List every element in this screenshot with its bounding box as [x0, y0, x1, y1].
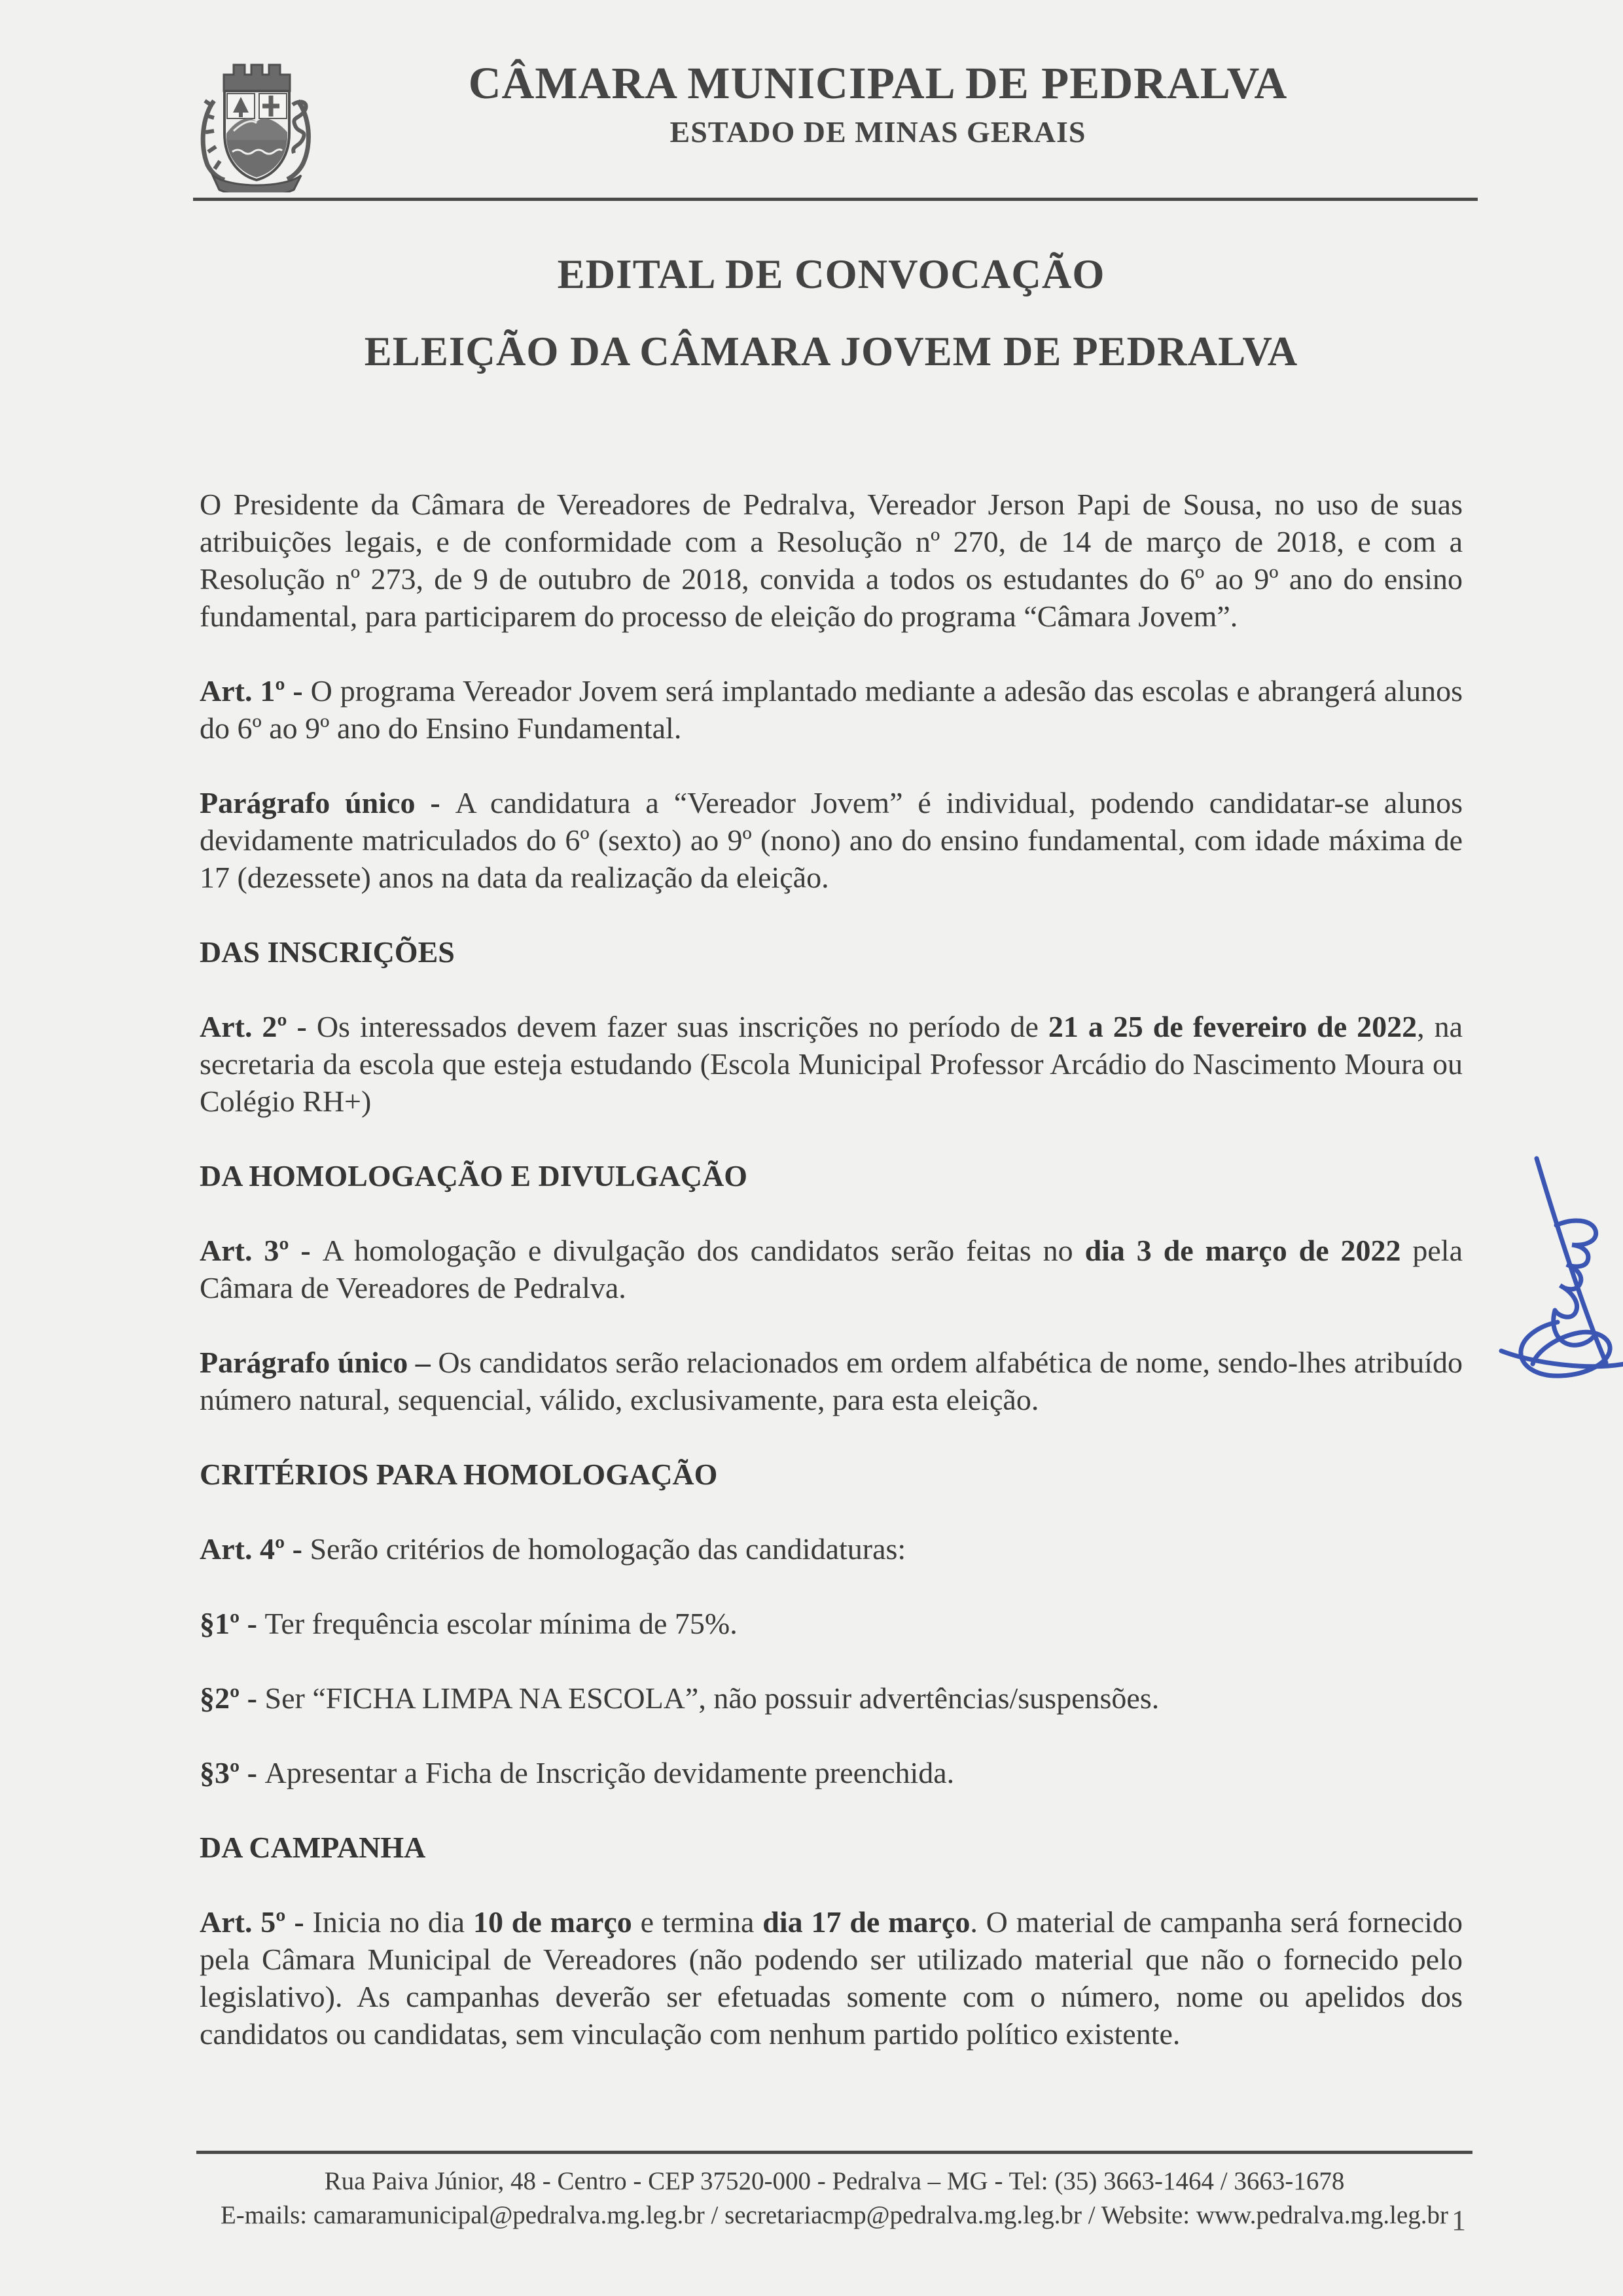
- document-header: [193, 0, 1478, 201]
- org-name: CÂMARA MUNICIPAL DE PEDRALVA: [468, 58, 1288, 108]
- section-heading: DAS INSCRIÇÕES: [200, 935, 455, 969]
- org-subtitle: ESTADO DE MINAS GERAIS: [669, 115, 1086, 149]
- paragraph: Art. 1º - O programa Vereador Jovem será implantado mediante a adesão das escolas e abrangerá alunos do 6º ao 9º ano do Ensino Fundamental.: [200, 674, 1463, 745]
- paragraph: Art. 3º - A homologação e divulgação dos candidatos serão feitas no dia 3 de março de 2022 pela Câmara de Vereadores de Pedralva.: [200, 1234, 1463, 1304]
- paragraph: Art. 4º - Serão critérios de homologação das candidaturas:: [200, 1532, 906, 1566]
- paragraph: O Presidente da Câmara de Vereadores de Pedralva, Vereador Jerson Papi de Sousa, no uso de suas atribuições legais, e de conformidade com a Resolução nº 270, de 14 de março de 2018, e com a Resolução nº 273, de 9 de outubro de 2018, convida a todos os estudantes do 6º ao 9º ano do ensino fundamental, para participarem do processo de eleição do programa “Câmara Jovem”.: [200, 488, 1463, 633]
- document-subtitle: ELEIÇÃO DA CÂMARA JOVEM DE PEDRALVA: [364, 329, 1298, 374]
- paragraph: Parágrafo único – Os candidatos serão relacionados em ordem alfabética de nome, sendo-lhes atribuído número natural, sequencial, válido, exclusivamente, para esta eleição.: [200, 1346, 1463, 1416]
- paragraph: Art. 2º - Os interessados devem fazer suas inscrições no período de 21 a 25 de fevereiro de 2022, na secretaria da escola que esteja estudando (Escola Municipal Professor Arcádio do Nascimento Moura ou Colégio RH+): [200, 1010, 1463, 1118]
- paragraph: Art. 5º - Inicia no dia 10 de março e termina dia 17 de março. O material de campanha será fornecido pela Câmara Municipal de Vereadores (não podendo ser utilizado material que não o fornecido pelo legislativo). As campanhas deverão ser efetuadas somente com o número, nome ou apelidos dos candidatos ou candidatas, sem vinculação com nenhum partido político existente.: [200, 1905, 1463, 2051]
- paragraph: §2º - Ser “FICHA LIMPA NA ESCOLA”, não possuir advertências/suspensões.: [200, 1681, 1160, 1715]
- document-title-block: [200, 250, 1463, 404]
- section-heading: DA HOMOLOGAÇÃO E DIVULGAÇÃO: [200, 1159, 747, 1193]
- handwritten-signature: [1459, 1147, 1623, 1402]
- page-footer: [196, 2151, 1472, 2236]
- document-body: [200, 486, 1463, 2090]
- section-heading: CRITÉRIOS PARA HOMOLOGAÇÃO: [200, 1458, 718, 1491]
- paragraph: §3º - Apresentar a Ficha de Inscrição devidamente preenchida.: [200, 1756, 955, 1789]
- paragraph: Parágrafo único - A candidatura a “Vereador Jovem” é individual, podendo candidatar-se alunos devidamente matriculados do 6º (sexto) ao 9º (nono) ano do ensino fundamental, com idade máxima de 17 (dezessete) anos na data da realização da eleição.: [200, 786, 1463, 894]
- header-text: [278, 58, 1478, 151]
- footer-contacts: E-mails: camaramunicipal@pedralva.mg.leg.br / secretariacmp@pedralva.mg.leg.br / Website: www.pedralva.mg.leg.br: [220, 2201, 1449, 2229]
- page-number: 1: [1452, 2204, 1466, 2236]
- paragraph: §1º - Ter frequência escolar mínima de 75%.: [200, 1607, 738, 1640]
- section-heading: DA CAMPANHA: [200, 1831, 426, 1864]
- document-title: EDITAL DE CONVOCAÇÃO: [557, 251, 1105, 297]
- footer-address: Rua Paiva Júnior, 48 - Centro - CEP 37520-000 - Pedralva – MG - Tel: (35) 3663-1464 / 3663-1678: [324, 2167, 1345, 2195]
